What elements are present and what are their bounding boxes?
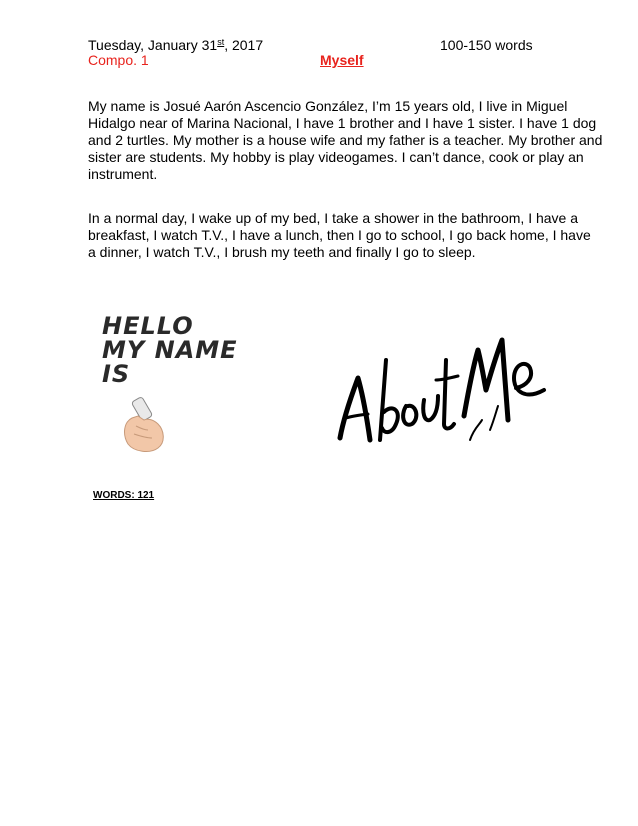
paragraph-line: instrument. (88, 166, 158, 182)
paragraph-line: a dinner, I watch T.V., I brush my teeth and finally I go to sleep. (88, 244, 476, 260)
paragraph-line: Hidalgo near of Marina Nacional, I have 1 brother and I have 1 sister. I have 1 dog (88, 115, 597, 131)
paragraph-line: breakfast, I watch T.V., I have a lunch, then I go to school, I go back home, I have (88, 227, 591, 243)
date-year: , 2017 (224, 37, 264, 53)
date-text: Tuesday, January 31 (88, 37, 218, 53)
hello-line: IS (102, 360, 131, 388)
paragraph-intro (88, 98, 603, 183)
hello-my-name-is-image (100, 314, 246, 454)
hello-line: HELLO (102, 312, 194, 340)
hand-with-marker-icon (114, 392, 174, 456)
paragraph-line: In a normal day, I wake up of my bed, I take a shower in the bathroom, I have a (88, 210, 579, 226)
word-count: WORDS: 121 (93, 490, 155, 501)
paragraph-line: My name is Josué Aarón Ascencio González, I’m 15 years old, I live in Miguel (88, 98, 568, 114)
about-me-text: About Me (330, 320, 335, 321)
paragraph-line: and 2 turtles. My mother is a house wife and my father is a teacher. My brother and (88, 132, 603, 148)
paragraph-routine (88, 210, 591, 261)
compo-label: Compo. 1 (88, 52, 149, 68)
document-title: Myself (320, 52, 364, 68)
hello-lettering (102, 314, 238, 386)
date-ordinal: st (217, 37, 225, 47)
hello-line: MY NAME (102, 336, 238, 364)
word-range: 100-150 words (440, 37, 533, 53)
date-line (88, 37, 263, 53)
about-me-lettering (330, 320, 550, 460)
paragraph-line: sister are students. My hobby is play videogames. I can’t dance, cook or play an (88, 149, 584, 165)
